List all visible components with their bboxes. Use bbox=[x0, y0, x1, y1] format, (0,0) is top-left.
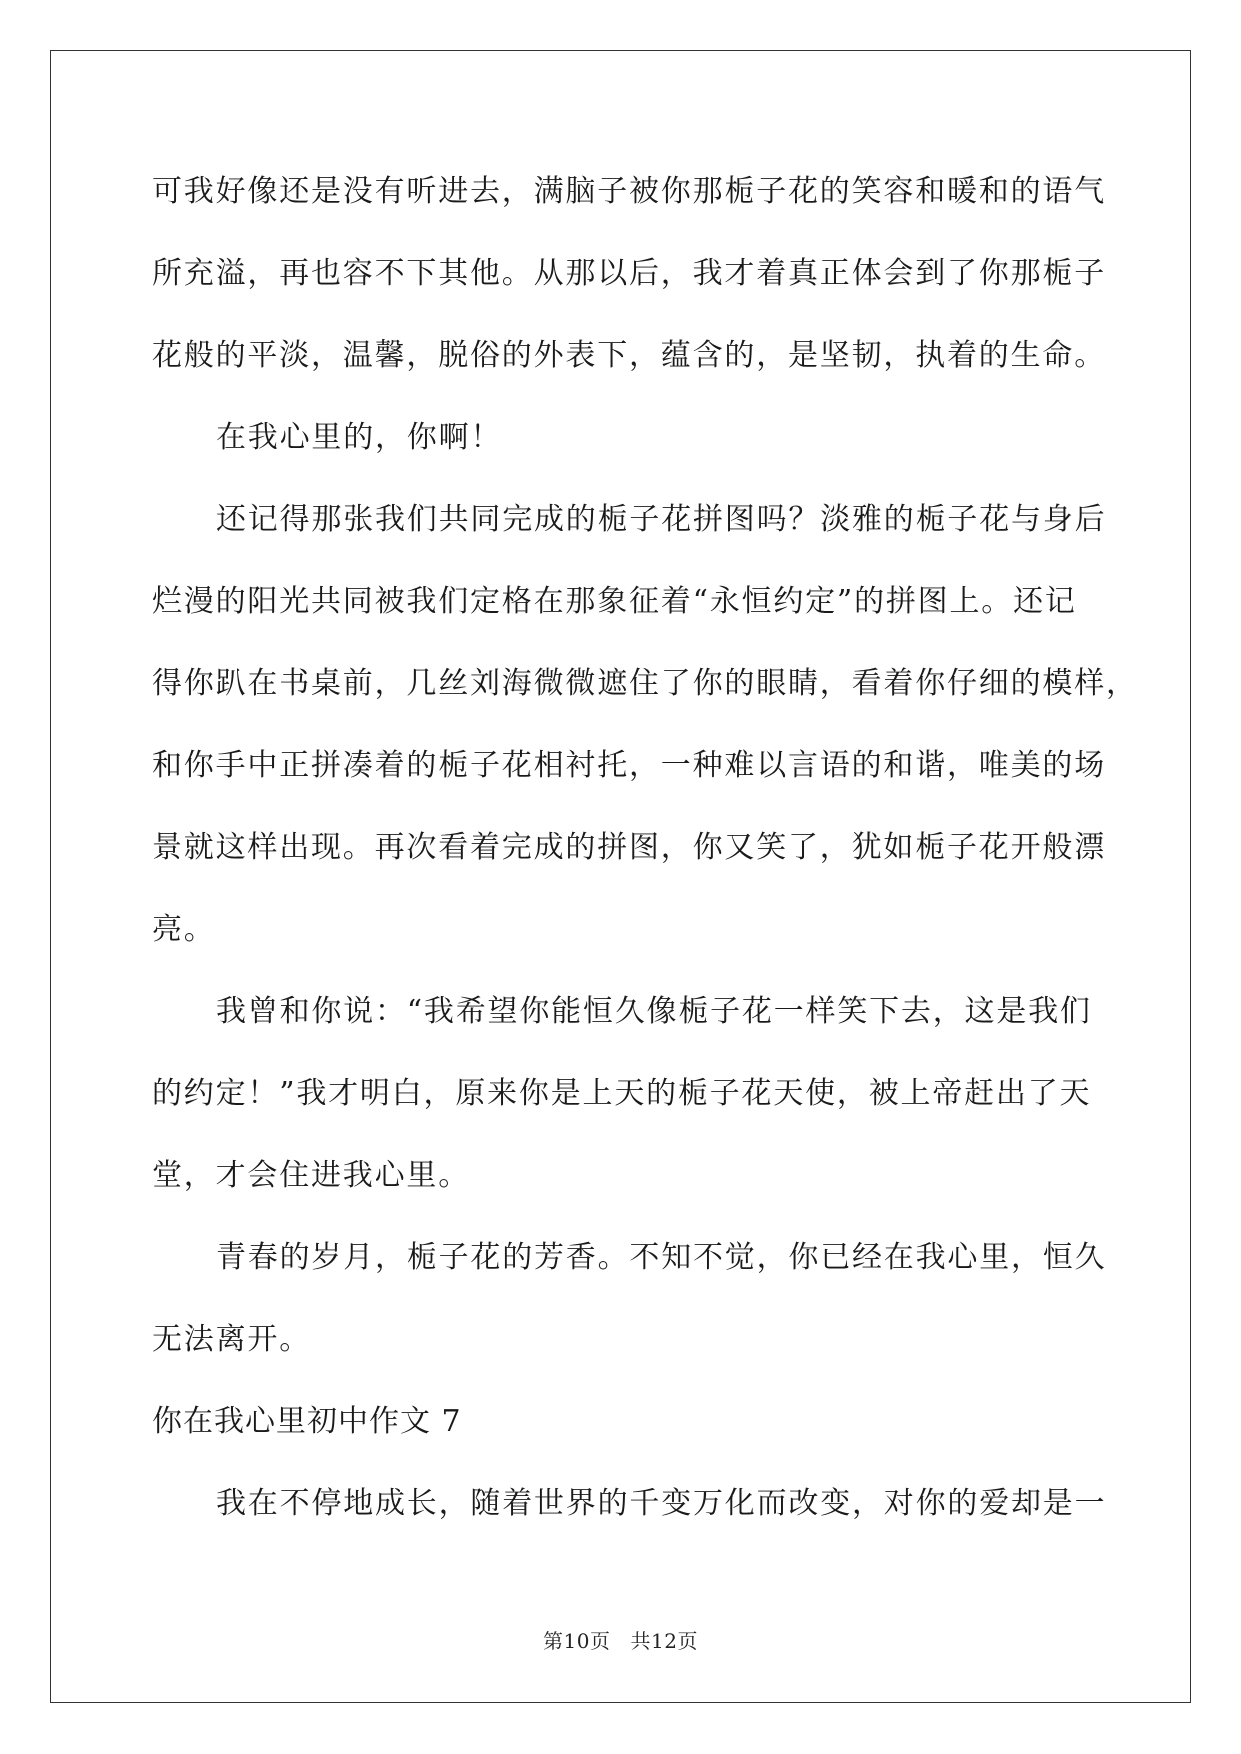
paragraph-start: 在我心里的，你啊！ bbox=[216, 420, 503, 455]
paragraph-start: 青春的岁月，栀子花的芳香。不知不觉，你已经在我心里，恒久 bbox=[216, 1240, 1107, 1275]
paragraph-start: 我曾和你说：“我希望你能恒久像栀子花一样笑下去，这是我们 bbox=[216, 994, 1092, 1029]
text-line: 无法离开。 bbox=[152, 1322, 311, 1357]
total-page-count: 共12页 bbox=[630, 1629, 698, 1653]
text-line: 亮。 bbox=[152, 912, 216, 947]
text-line: 景就这样出现。再次看着完成的拼图，你又笑了，犹如栀子花开般漂 bbox=[152, 830, 1106, 865]
text-line: 花般的平淡，温馨，脱俗的外表下，蕴含的，是坚韧，执着的生命。 bbox=[152, 338, 1106, 373]
text-line: 的约定！”我才明白，原来你是上天的栀子花天使，被上帝赶出了天 bbox=[152, 1076, 1092, 1111]
text-line: 所充溢，再也容不下其他。从那以后，我才着真正体会到了你那栀子 bbox=[152, 256, 1106, 291]
section-heading: 你在我心里初中作文 7 bbox=[152, 1404, 462, 1439]
current-page-number: 第10页 bbox=[543, 1629, 611, 1653]
text-line: 堂，才会住进我心里。 bbox=[152, 1158, 470, 1193]
text-line: 和你手中正拼凑着的栀子花相衬托，一种难以言语的和谐，唯美的场 bbox=[152, 748, 1106, 783]
paragraph-start: 还记得那张我们共同完成的栀子花拼图吗？淡雅的栀子花与身后 bbox=[216, 502, 1107, 537]
text-line: 烂漫的阳光共同被我们定格在那象征着“永恒约定”的拼图上。还记 bbox=[152, 584, 1077, 619]
paragraph-start: 我在不停地成长，随着世界的千变万化而改变，对你的爱却是一 bbox=[216, 1486, 1107, 1521]
text-line: 可我好像还是没有听进去，满脑子被你那栀子花的笑容和暖和的语气 bbox=[152, 174, 1106, 209]
text-line: 得你趴在书桌前，几丝刘海微微遮住了你的眼睛，看着你仔细的模样， bbox=[152, 666, 1138, 701]
document-body bbox=[152, 162, 1138, 1556]
page-footer bbox=[0, 1625, 1241, 1654]
